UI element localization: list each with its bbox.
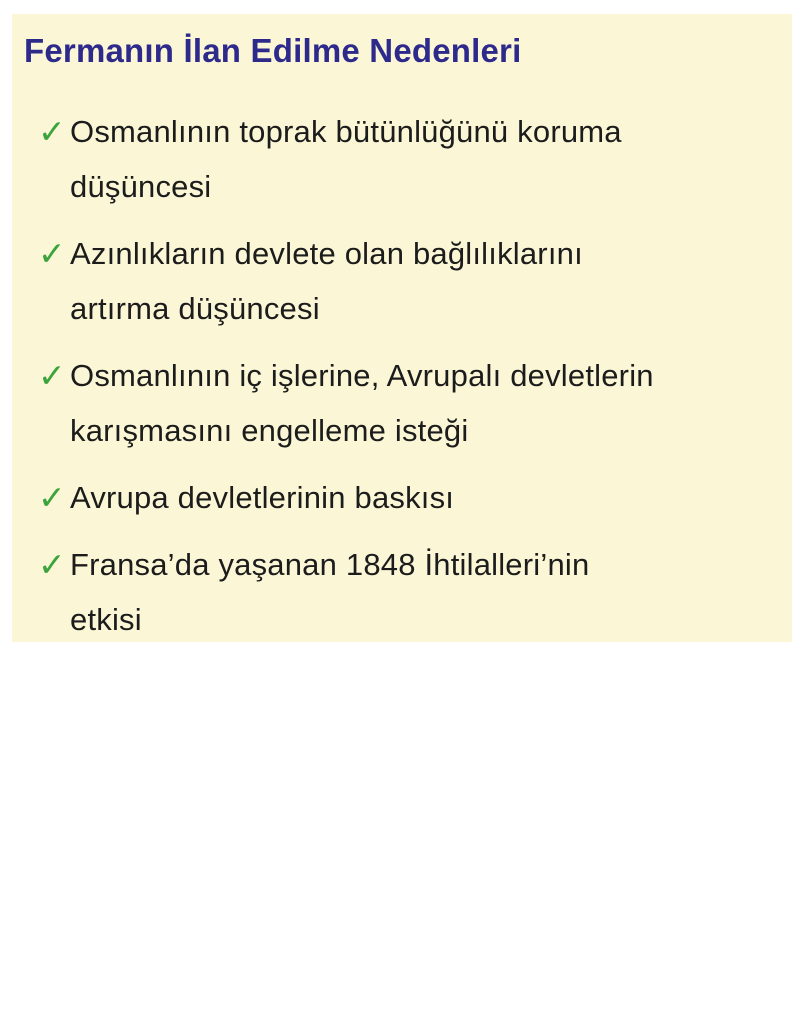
reason-list (24, 104, 772, 647)
list-item (24, 537, 772, 647)
list-item-line: etkisi (70, 602, 142, 637)
list-item-line: Fransa’da yaşanan 1848 İhtilalleri’nin (70, 547, 590, 582)
list-item (24, 104, 772, 214)
list-item-line: düşüncesi (70, 169, 212, 204)
list-item-line: Osmanlının toprak bütünlüğünü koruma (70, 114, 622, 149)
info-card (12, 14, 792, 642)
list-item-line: Osmanlının iç işlerine, Avrupalı devletlerin (70, 358, 654, 393)
list-item-text (70, 348, 654, 458)
list-item-line: Avrupa devletlerinin baskısı (70, 480, 455, 515)
list-item-line: artırma düşüncesi (70, 291, 320, 326)
list-item-line: Azınlıkların devlete olan bağlılıklarını (70, 236, 583, 271)
list-item-text (70, 537, 589, 647)
checkmark-icon: ✓ (38, 479, 66, 516)
list-item (24, 470, 772, 525)
list-item (24, 226, 772, 336)
checkmark-icon: ✓ (38, 546, 66, 583)
list-item-line: karışmasını engelleme isteği (70, 413, 469, 448)
card-title: Fermanın İlan Edilme Nedenleri (24, 32, 522, 69)
checkmark-icon: ✓ (38, 235, 66, 272)
checkmark-icon: ✓ (38, 357, 66, 394)
list-item-text (70, 104, 622, 214)
checkmark-icon: ✓ (38, 113, 66, 150)
list-item-text (70, 226, 583, 336)
list-item (24, 348, 772, 458)
list-item-text (70, 470, 454, 525)
